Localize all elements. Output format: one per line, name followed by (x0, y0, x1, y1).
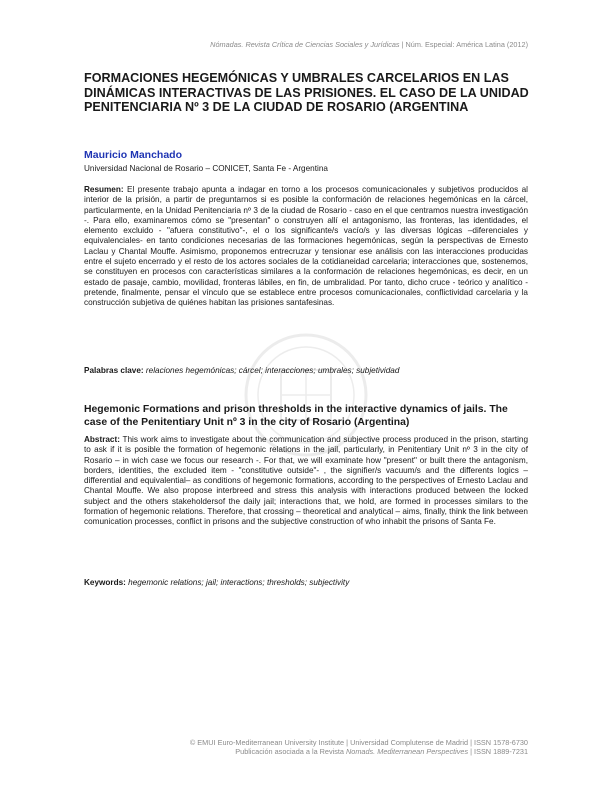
abstract-es-label: Resumen: (84, 185, 124, 194)
keywords-en (84, 578, 349, 587)
footer-line-2 (190, 747, 528, 756)
keywords-es-label: Palabras clave: (84, 366, 144, 375)
paper-title: FORMACIONES HEGEMÓNICAS Y UMBRALES CARCELARIOS EN LAS DINÁMICAS INTERACTIVAS DE LAS PRISIONES. EL CASO DE LA UNIDAD PENITENCIARIA Nº 3 DE LA CIUDAD DE ROSARIO (ARGENTINA (84, 71, 529, 115)
abstract-en-text: This work aims to investigate about the communication and subjective process produced in the prison, starting to ask if it is posible the formation of hegemonic relations in the jail, particularly, in Penitentiary Unit nº 3 in the city of Rosario – in wich case we focus our research -. For that, we will examinate how "present" or built there the antagonism, borders, identities, the excluded item - "constitutive outside"- , the signifier/s vacuum/s and the differents logics – differential and equivalential– as conditions of hegemonic formations, according to the perspectives of Ernesto Laclau and Chantal Mouffe. We also propose interbreed and stress this analysis with interactions produced between the locked subject and the others stakeholdersof the daily jail; interactions that, we hold, are formed in processes similars to the formation of hegemonic relations. Therefore, that crossing – theoretical and analytical – aims, finally, think the link between comunication processes, conflict in prisons and the subjective construction of who inhabit the prisons of Santa Fe. (84, 435, 528, 527)
keywords-es-text: relaciones hegemónicas; cárcel; interacciones; umbrales; subjetividad (143, 366, 400, 375)
page-footer (190, 738, 528, 756)
abstract-es-text: El presente trabajo apunta a indagar en torno a los procesos comunicacionales y subjetivos producidos al interior de la prisión, a partir de preguntarnos si es posible la conformación de relaciones hegemónicas en la cárcel, particularmente, en la Unidad Penitenciaria nº 3 de la ciudad de Rosario - caso en el que centramos nuestra investigación -. Para ello, examinaremos cómo se "presentan" o construyen allí el antagonismo, las fronteras, las identidades, el elemento excluido - "afuera constitutivo"-, el o los significante/s vacío/s y las diversas lógicas –diferenciales y equivalenciales- en tanto condiciones necesarias de las formaciones hegemónicas, según la perspectivas de Ernesto Laclau y Chantal Mouffe. Asimismo, proponemos entrecruzar y tensionar ese análisis con las interacciones producidas entre el sujeto encerrado y el resto de los actores sociales de la cotidianeidad carcelaria; interacciones que, sostenemos, se constituyen en procesos con características similares a la conformación de relaciones hegemónicas, es decir, en un estado de pasaje, cambio, movilidad, fronteras lábiles, en fin, de umbralidad. Por tanto, dicho cruce - teórico y analítico - pretende, finalmente, pensar el vínculo que se establece entre procesos comunicacionales, conflictividad carcelaria y la construcción subjetiva de quiénes habitan las prisiones santafesinas. (84, 185, 528, 308)
author-name: Mauricio Manchado (84, 149, 183, 161)
author-affiliation: Universidad Nacional de Rosario – CONICET, Santa Fe - Argentina (84, 164, 328, 173)
english-title: Hegemonic Formations and prison thresholds in the interactive dynamics of jails. The case of the Penitentiary Unit nº 3 in the city of Rosario (Argentina) (84, 404, 508, 428)
footer-line-2-pre: Publicación asociada a la Revista (235, 747, 347, 756)
header-issue: | Núm. Especial: América Latina (2012) (399, 40, 528, 49)
abstract-en (84, 435, 528, 528)
keywords-en-text: hegemonic relations; jail; interactions; thresholds; subjectivity (125, 578, 350, 587)
keywords-en-label: Keywords: (84, 578, 126, 587)
keywords-es (84, 366, 399, 375)
abstract-en-label: Abstract: (84, 435, 120, 444)
footer-line-2-post: | ISSN 1889-7231 (468, 747, 528, 756)
footer-line-2-journal: Nomads. Mediterranean Perspectives (346, 747, 469, 756)
footer-line-1: © EMUI Euro-Mediterranean University Institute | Universidad Complutense de Madrid | ISSN 1578-6730 (189, 738, 528, 747)
running-header (84, 40, 528, 49)
header-journal: Nómadas. Revista Crítica de Ciencias Sociales y Jurídicas (210, 40, 400, 49)
abstract-es (84, 185, 528, 309)
